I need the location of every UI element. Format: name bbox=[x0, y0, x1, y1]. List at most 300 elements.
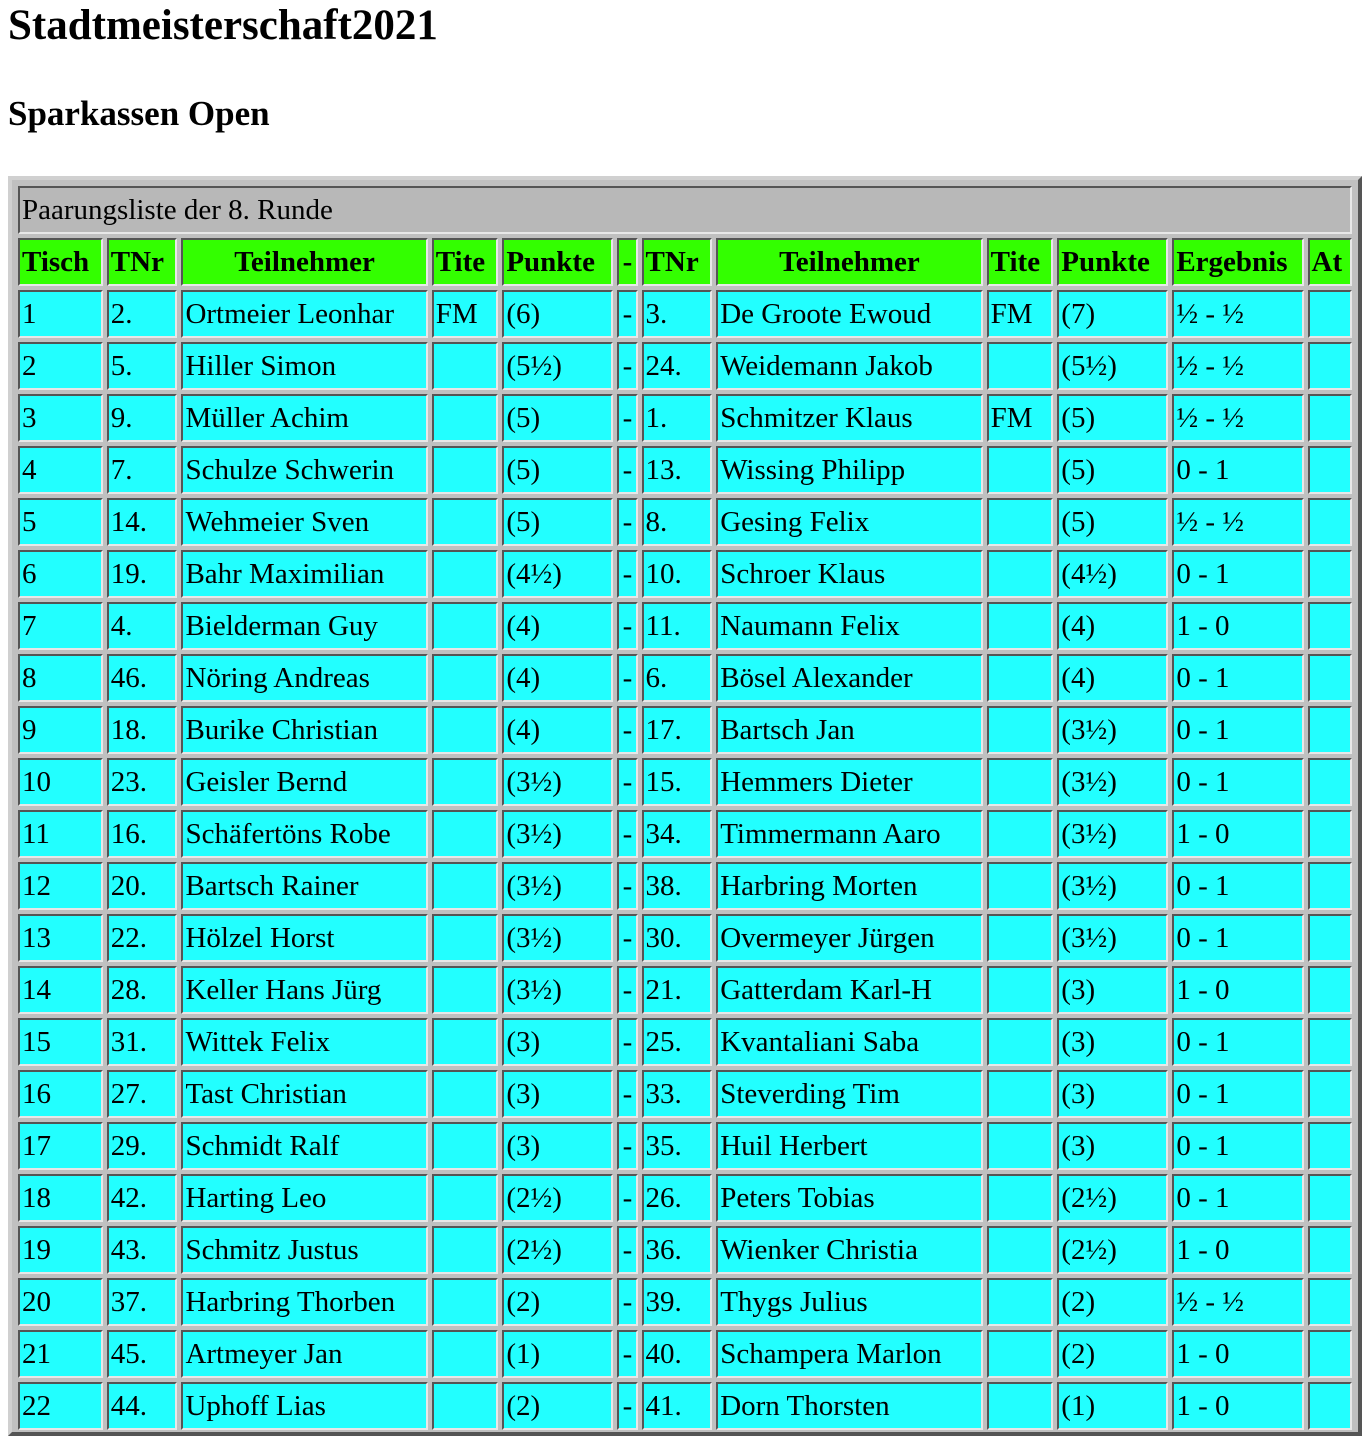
cell-points-black: (5½) bbox=[1057, 342, 1168, 390]
header-teilnehmer-white: Teilnehmer bbox=[181, 238, 427, 286]
cell-tnr-white: 45. bbox=[107, 1330, 178, 1378]
cell-title-black bbox=[987, 1382, 1054, 1430]
cell-points-black: (4) bbox=[1057, 654, 1168, 702]
cell-points-black: (3½) bbox=[1057, 862, 1168, 910]
cell-tnr-white: 31. bbox=[107, 1018, 178, 1066]
cell-dash: - bbox=[617, 966, 637, 1014]
cell-dash: - bbox=[617, 446, 637, 494]
cell-at bbox=[1308, 862, 1352, 910]
cell-tnr-black: 41. bbox=[642, 1382, 713, 1430]
cell-points-white: (3½) bbox=[502, 810, 613, 858]
cell-name-black: Gatterdam Karl-H bbox=[716, 966, 982, 1014]
cell-title-black: FM bbox=[987, 290, 1054, 338]
cell-tisch: 3 bbox=[18, 394, 103, 442]
cell-title-white bbox=[432, 810, 499, 858]
table-row bbox=[18, 394, 1352, 442]
cell-title-black bbox=[987, 654, 1054, 702]
cell-tnr-white: 27. bbox=[107, 1070, 178, 1118]
table-row bbox=[18, 706, 1352, 754]
cell-result: ½ - ½ bbox=[1172, 1278, 1303, 1326]
cell-title-white bbox=[432, 1174, 499, 1222]
cell-tisch: 15 bbox=[18, 1018, 103, 1066]
cell-result: 1 - 0 bbox=[1172, 1226, 1303, 1274]
cell-name-black: Schampera Marlon bbox=[716, 1330, 982, 1378]
table-caption: Paarungsliste der 8. Runde bbox=[18, 186, 1352, 234]
cell-name-black: Weidemann Jakob bbox=[716, 342, 982, 390]
cell-title-white bbox=[432, 550, 499, 598]
cell-tnr-black: 38. bbox=[642, 862, 713, 910]
cell-tnr-white: 19. bbox=[107, 550, 178, 598]
cell-points-white: (6) bbox=[502, 290, 613, 338]
cell-title-white bbox=[432, 446, 499, 494]
cell-points-black: (2½) bbox=[1057, 1174, 1168, 1222]
cell-dash: - bbox=[617, 654, 637, 702]
cell-title-black bbox=[987, 914, 1054, 962]
header-tnr-black: TNr bbox=[642, 238, 713, 286]
cell-points-black: (5) bbox=[1057, 498, 1168, 546]
table-row bbox=[18, 1226, 1352, 1274]
cell-name-white: Harbring Thorben bbox=[181, 1278, 427, 1326]
cell-tnr-black: 39. bbox=[642, 1278, 713, 1326]
table-row bbox=[18, 1018, 1352, 1066]
cell-name-white: Bielderman Guy bbox=[181, 602, 427, 650]
cell-tnr-black: 34. bbox=[642, 810, 713, 858]
cell-title-white bbox=[432, 914, 499, 962]
cell-points-white: (3) bbox=[502, 1018, 613, 1066]
cell-tnr-black: 25. bbox=[642, 1018, 713, 1066]
cell-tnr-black: 13. bbox=[642, 446, 713, 494]
cell-name-white: Ortmeier Leonhar bbox=[181, 290, 427, 338]
cell-name-black: Dorn Thorsten bbox=[716, 1382, 982, 1430]
cell-tnr-black: 11. bbox=[642, 602, 713, 650]
cell-tnr-white: 29. bbox=[107, 1122, 178, 1170]
cell-title-black bbox=[987, 498, 1054, 546]
cell-name-white: Wittek Felix bbox=[181, 1018, 427, 1066]
cell-result: 0 - 1 bbox=[1172, 914, 1303, 962]
cell-tnr-white: 20. bbox=[107, 862, 178, 910]
cell-title-black bbox=[987, 706, 1054, 754]
cell-tnr-black: 21. bbox=[642, 966, 713, 1014]
cell-points-black: (5) bbox=[1057, 394, 1168, 442]
cell-tnr-black: 24. bbox=[642, 342, 713, 390]
cell-tnr-white: 23. bbox=[107, 758, 178, 806]
cell-result: 0 - 1 bbox=[1172, 446, 1303, 494]
cell-tnr-black: 1. bbox=[642, 394, 713, 442]
table-row bbox=[18, 1122, 1352, 1170]
cell-name-black: Kvantaliani Saba bbox=[716, 1018, 982, 1066]
header-titel-white: Tite bbox=[432, 238, 499, 286]
table-row bbox=[18, 810, 1352, 858]
cell-title-black bbox=[987, 602, 1054, 650]
cell-tisch: 11 bbox=[18, 810, 103, 858]
cell-title-black bbox=[987, 1278, 1054, 1326]
cell-name-white: Tast Christian bbox=[181, 1070, 427, 1118]
cell-at bbox=[1308, 602, 1352, 650]
cell-points-white: (3½) bbox=[502, 862, 613, 910]
cell-points-white: (3½) bbox=[502, 758, 613, 806]
cell-title-white bbox=[432, 1226, 499, 1274]
cell-at bbox=[1308, 914, 1352, 962]
cell-tnr-black: 30. bbox=[642, 914, 713, 962]
cell-title-black bbox=[987, 810, 1054, 858]
cell-tnr-white: 7. bbox=[107, 446, 178, 494]
cell-result: 0 - 1 bbox=[1172, 1122, 1303, 1170]
pairings-table-frame bbox=[8, 176, 1362, 1436]
table-row bbox=[18, 290, 1352, 338]
cell-at bbox=[1308, 966, 1352, 1014]
cell-points-white: (5) bbox=[502, 394, 613, 442]
cell-title-white bbox=[432, 1070, 499, 1118]
cell-title-black bbox=[987, 1122, 1054, 1170]
cell-dash: - bbox=[617, 914, 637, 962]
table-row bbox=[18, 862, 1352, 910]
cell-tnr-black: 17. bbox=[642, 706, 713, 754]
cell-points-black: (2) bbox=[1057, 1278, 1168, 1326]
cell-title-black bbox=[987, 1330, 1054, 1378]
cell-tisch: 21 bbox=[18, 1330, 103, 1378]
cell-tisch: 14 bbox=[18, 966, 103, 1014]
cell-dash: - bbox=[617, 1226, 637, 1274]
cell-title-white bbox=[432, 706, 499, 754]
table-row bbox=[18, 342, 1352, 390]
cell-tnr-black: 10. bbox=[642, 550, 713, 598]
cell-tnr-black: 15. bbox=[642, 758, 713, 806]
cell-dash: - bbox=[617, 1330, 637, 1378]
cell-title-white bbox=[432, 1382, 499, 1430]
cell-points-black: (4½) bbox=[1057, 550, 1168, 598]
cell-tisch: 17 bbox=[18, 1122, 103, 1170]
header-dash: - bbox=[617, 238, 637, 286]
cell-dash: - bbox=[617, 1174, 637, 1222]
cell-at bbox=[1308, 1122, 1352, 1170]
cell-dash: - bbox=[617, 602, 637, 650]
cell-result: ½ - ½ bbox=[1172, 394, 1303, 442]
cell-name-black: Naumann Felix bbox=[716, 602, 982, 650]
cell-name-white: Artmeyer Jan bbox=[181, 1330, 427, 1378]
header-teilnehmer-black: Teilnehmer bbox=[716, 238, 982, 286]
cell-result: 1 - 0 bbox=[1172, 966, 1303, 1014]
cell-name-black: Schroer Klaus bbox=[716, 550, 982, 598]
cell-dash: - bbox=[617, 498, 637, 546]
cell-result: 0 - 1 bbox=[1172, 1018, 1303, 1066]
cell-result: 0 - 1 bbox=[1172, 654, 1303, 702]
cell-dash: - bbox=[617, 758, 637, 806]
cell-at bbox=[1308, 446, 1352, 494]
cell-title-black bbox=[987, 862, 1054, 910]
cell-name-black: Huil Herbert bbox=[716, 1122, 982, 1170]
cell-name-white: Bartsch Rainer bbox=[181, 862, 427, 910]
cell-name-black: Schmitzer Klaus bbox=[716, 394, 982, 442]
cell-name-black: Steverding Tim bbox=[716, 1070, 982, 1118]
cell-name-white: Harting Leo bbox=[181, 1174, 427, 1222]
cell-at bbox=[1308, 394, 1352, 442]
table-row bbox=[18, 1174, 1352, 1222]
cell-name-black: De Groote Ewoud bbox=[716, 290, 982, 338]
cell-title-black bbox=[987, 550, 1054, 598]
header-punkte-white: Punkte bbox=[502, 238, 613, 286]
cell-tnr-black: 6. bbox=[642, 654, 713, 702]
cell-tisch: 1 bbox=[18, 290, 103, 338]
header-tisch: Tisch bbox=[18, 238, 103, 286]
cell-points-white: (5) bbox=[502, 498, 613, 546]
cell-tisch: 5 bbox=[18, 498, 103, 546]
cell-title-white bbox=[432, 342, 499, 390]
cell-result: ½ - ½ bbox=[1172, 342, 1303, 390]
cell-tisch: 18 bbox=[18, 1174, 103, 1222]
cell-points-black: (3½) bbox=[1057, 914, 1168, 962]
cell-name-white: Schäfertöns Robe bbox=[181, 810, 427, 858]
cell-tnr-white: 4. bbox=[107, 602, 178, 650]
cell-name-white: Schmidt Ralf bbox=[181, 1122, 427, 1170]
cell-at bbox=[1308, 1070, 1352, 1118]
cell-title-white bbox=[432, 498, 499, 546]
cell-name-black: Hemmers Dieter bbox=[716, 758, 982, 806]
cell-title-black bbox=[987, 1174, 1054, 1222]
cell-name-black: Timmermann Aaro bbox=[716, 810, 982, 858]
cell-tnr-white: 16. bbox=[107, 810, 178, 858]
cell-points-white: (5½) bbox=[502, 342, 613, 390]
cell-tnr-black: 40. bbox=[642, 1330, 713, 1378]
cell-tnr-white: 43. bbox=[107, 1226, 178, 1274]
cell-tnr-white: 5. bbox=[107, 342, 178, 390]
cell-dash: - bbox=[617, 810, 637, 858]
caption-row bbox=[18, 186, 1352, 234]
cell-tisch: 4 bbox=[18, 446, 103, 494]
cell-title-black bbox=[987, 758, 1054, 806]
pairings-table bbox=[14, 182, 1356, 1434]
cell-tnr-white: 44. bbox=[107, 1382, 178, 1430]
cell-tnr-black: 35. bbox=[642, 1122, 713, 1170]
cell-title-white bbox=[432, 394, 499, 442]
cell-points-black: (7) bbox=[1057, 290, 1168, 338]
cell-points-white: (4) bbox=[502, 654, 613, 702]
cell-tisch: 10 bbox=[18, 758, 103, 806]
table-row bbox=[18, 914, 1352, 962]
cell-title-black bbox=[987, 446, 1054, 494]
cell-title-white bbox=[432, 966, 499, 1014]
cell-title-white bbox=[432, 758, 499, 806]
cell-name-black: Gesing Felix bbox=[716, 498, 982, 546]
cell-name-white: Uphoff Lias bbox=[181, 1382, 427, 1430]
cell-tnr-black: 3. bbox=[642, 290, 713, 338]
table-row bbox=[18, 1382, 1352, 1430]
table-row bbox=[18, 758, 1352, 806]
cell-points-black: (5) bbox=[1057, 446, 1168, 494]
cell-tisch: 7 bbox=[18, 602, 103, 650]
cell-name-black: Wissing Philipp bbox=[716, 446, 982, 494]
cell-title-black bbox=[987, 1018, 1054, 1066]
cell-at bbox=[1308, 758, 1352, 806]
cell-points-black: (2) bbox=[1057, 1330, 1168, 1378]
table-row bbox=[18, 1330, 1352, 1378]
cell-result: 0 - 1 bbox=[1172, 1070, 1303, 1118]
cell-result: 0 - 1 bbox=[1172, 550, 1303, 598]
cell-result: ½ - ½ bbox=[1172, 290, 1303, 338]
cell-tnr-black: 36. bbox=[642, 1226, 713, 1274]
cell-result: 0 - 1 bbox=[1172, 862, 1303, 910]
page-subtitle: Sparkassen Open bbox=[8, 94, 270, 133]
cell-dash: - bbox=[617, 1382, 637, 1430]
cell-points-white: (5) bbox=[502, 446, 613, 494]
cell-tisch: 20 bbox=[18, 1278, 103, 1326]
header-ergebnis: Ergebnis bbox=[1172, 238, 1303, 286]
cell-tisch: 19 bbox=[18, 1226, 103, 1274]
cell-title-white bbox=[432, 1018, 499, 1066]
cell-result: 0 - 1 bbox=[1172, 758, 1303, 806]
cell-name-white: Wehmeier Sven bbox=[181, 498, 427, 546]
cell-at bbox=[1308, 706, 1352, 754]
cell-points-black: (3) bbox=[1057, 1122, 1168, 1170]
header-punkte-black: Punkte bbox=[1057, 238, 1168, 286]
cell-name-white: Hölzel Horst bbox=[181, 914, 427, 962]
cell-points-black: (3) bbox=[1057, 1070, 1168, 1118]
cell-name-white: Burike Christian bbox=[181, 706, 427, 754]
cell-name-white: Schmitz Justus bbox=[181, 1226, 427, 1274]
cell-points-white: (2½) bbox=[502, 1226, 613, 1274]
cell-at bbox=[1308, 1382, 1352, 1430]
table-row bbox=[18, 1070, 1352, 1118]
cell-points-black: (2½) bbox=[1057, 1226, 1168, 1274]
header-titel-black: Tite bbox=[987, 238, 1054, 286]
cell-points-white: (1) bbox=[502, 1330, 613, 1378]
cell-at bbox=[1308, 810, 1352, 858]
cell-title-white bbox=[432, 1278, 499, 1326]
cell-result: ½ - ½ bbox=[1172, 498, 1303, 546]
table-row bbox=[18, 550, 1352, 598]
cell-title-black bbox=[987, 966, 1054, 1014]
cell-points-black: (3) bbox=[1057, 966, 1168, 1014]
cell-points-white: (4) bbox=[502, 602, 613, 650]
cell-title-white bbox=[432, 862, 499, 910]
cell-name-black: Bartsch Jan bbox=[716, 706, 982, 754]
cell-name-black: Thygs Julius bbox=[716, 1278, 982, 1326]
cell-dash: - bbox=[617, 1018, 637, 1066]
cell-dash: - bbox=[617, 862, 637, 910]
cell-name-black: Wienker Christia bbox=[716, 1226, 982, 1274]
header-row bbox=[18, 238, 1352, 286]
cell-result: 1 - 0 bbox=[1172, 602, 1303, 650]
cell-dash: - bbox=[617, 1070, 637, 1118]
cell-points-black: (3½) bbox=[1057, 758, 1168, 806]
cell-tisch: 8 bbox=[18, 654, 103, 702]
cell-tnr-white: 22. bbox=[107, 914, 178, 962]
table-row bbox=[18, 654, 1352, 702]
cell-dash: - bbox=[617, 290, 637, 338]
cell-at bbox=[1308, 1174, 1352, 1222]
cell-name-white: Hiller Simon bbox=[181, 342, 427, 390]
header-tnr-white: TNr bbox=[107, 238, 178, 286]
cell-tnr-white: 28. bbox=[107, 966, 178, 1014]
cell-at bbox=[1308, 1278, 1352, 1326]
cell-result: 0 - 1 bbox=[1172, 706, 1303, 754]
cell-name-white: Müller Achim bbox=[181, 394, 427, 442]
cell-title-black bbox=[987, 342, 1054, 390]
cell-points-white: (2) bbox=[502, 1382, 613, 1430]
cell-at bbox=[1308, 290, 1352, 338]
cell-title-black bbox=[987, 1226, 1054, 1274]
cell-title-white bbox=[432, 602, 499, 650]
table-body bbox=[18, 290, 1352, 1430]
cell-dash: - bbox=[617, 706, 637, 754]
cell-dash: - bbox=[617, 1122, 637, 1170]
cell-name-black: Peters Tobias bbox=[716, 1174, 982, 1222]
cell-points-white: (3½) bbox=[502, 914, 613, 962]
cell-points-black: (3½) bbox=[1057, 706, 1168, 754]
cell-name-white: Geisler Bernd bbox=[181, 758, 427, 806]
cell-at bbox=[1308, 1330, 1352, 1378]
cell-dash: - bbox=[617, 394, 637, 442]
cell-points-white: (3) bbox=[502, 1122, 613, 1170]
cell-dash: - bbox=[617, 550, 637, 598]
table-row bbox=[18, 1278, 1352, 1326]
table-row bbox=[18, 602, 1352, 650]
cell-tnr-white: 2. bbox=[107, 290, 178, 338]
cell-tisch: 16 bbox=[18, 1070, 103, 1118]
table-row bbox=[18, 446, 1352, 494]
page-title: Stadtmeisterschaft2021 bbox=[8, 2, 438, 49]
cell-tisch: 6 bbox=[18, 550, 103, 598]
cell-at bbox=[1308, 1226, 1352, 1274]
cell-points-white: (4½) bbox=[502, 550, 613, 598]
cell-tnr-black: 33. bbox=[642, 1070, 713, 1118]
cell-tnr-white: 46. bbox=[107, 654, 178, 702]
table-row bbox=[18, 498, 1352, 546]
cell-points-black: (3) bbox=[1057, 1018, 1168, 1066]
cell-title-white bbox=[432, 1330, 499, 1378]
cell-title-white: FM bbox=[432, 290, 499, 338]
cell-points-white: (3½) bbox=[502, 966, 613, 1014]
cell-name-white: Keller Hans Jürg bbox=[181, 966, 427, 1014]
cell-points-black: (1) bbox=[1057, 1382, 1168, 1430]
header-at: At bbox=[1308, 238, 1352, 286]
cell-name-white: Schulze Schwerin bbox=[181, 446, 427, 494]
cell-title-white bbox=[432, 654, 499, 702]
cell-points-white: (2) bbox=[502, 1278, 613, 1326]
cell-tisch: 22 bbox=[18, 1382, 103, 1430]
cell-at bbox=[1308, 550, 1352, 598]
cell-tisch: 12 bbox=[18, 862, 103, 910]
cell-title-black bbox=[987, 1070, 1054, 1118]
cell-points-white: (4) bbox=[502, 706, 613, 754]
cell-tnr-white: 9. bbox=[107, 394, 178, 442]
cell-tisch: 13 bbox=[18, 914, 103, 962]
cell-tnr-white: 37. bbox=[107, 1278, 178, 1326]
cell-tnr-white: 18. bbox=[107, 706, 178, 754]
cell-result: 0 - 1 bbox=[1172, 1174, 1303, 1222]
cell-name-black: Overmeyer Jürgen bbox=[716, 914, 982, 962]
cell-dash: - bbox=[617, 342, 637, 390]
cell-at bbox=[1308, 498, 1352, 546]
cell-result: 1 - 0 bbox=[1172, 1330, 1303, 1378]
cell-title-white bbox=[432, 1122, 499, 1170]
cell-name-black: Harbring Morten bbox=[716, 862, 982, 910]
cell-tisch: 2 bbox=[18, 342, 103, 390]
cell-tisch: 9 bbox=[18, 706, 103, 754]
cell-at bbox=[1308, 342, 1352, 390]
cell-at bbox=[1308, 1018, 1352, 1066]
table-row bbox=[18, 966, 1352, 1014]
cell-name-black: Bösel Alexander bbox=[716, 654, 982, 702]
cell-name-white: Nöring Andreas bbox=[181, 654, 427, 702]
cell-tnr-black: 8. bbox=[642, 498, 713, 546]
cell-at bbox=[1308, 654, 1352, 702]
cell-result: 1 - 0 bbox=[1172, 810, 1303, 858]
cell-points-white: (3) bbox=[502, 1070, 613, 1118]
cell-points-white: (2½) bbox=[502, 1174, 613, 1222]
cell-points-black: (3½) bbox=[1057, 810, 1168, 858]
cell-result: 1 - 0 bbox=[1172, 1382, 1303, 1430]
cell-dash: - bbox=[617, 1278, 637, 1326]
